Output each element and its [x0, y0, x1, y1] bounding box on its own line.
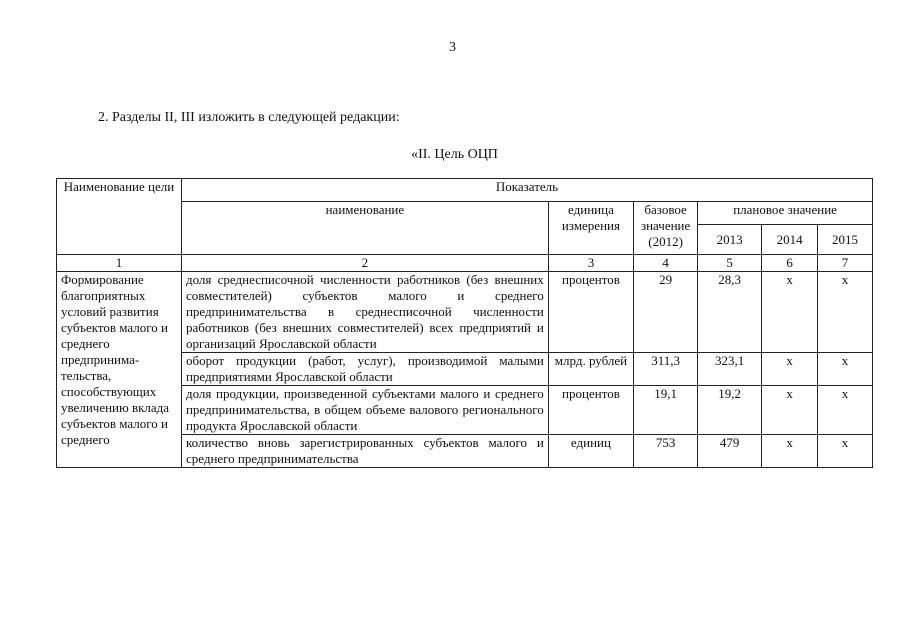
- column-number: 5: [698, 255, 762, 272]
- indicator-2014: х: [762, 386, 818, 435]
- indicator-2015: х: [818, 353, 873, 386]
- header-year-2013: 2013: [698, 225, 762, 255]
- section-title: «II. Цель ОЦП: [411, 147, 498, 162]
- indicator-2014: х: [762, 353, 818, 386]
- indicator-name: оборот продукции (работ, услуг), производимой малыми предприятиями Ярославской области: [181, 353, 548, 386]
- indicator-unit: процентов: [548, 386, 633, 435]
- indicator-2013: 19,2: [698, 386, 762, 435]
- header-unit: единица измерения: [548, 202, 633, 255]
- column-number: 4: [634, 255, 698, 272]
- column-number: 6: [762, 255, 818, 272]
- header-goal-name: Наименование цели: [57, 179, 182, 255]
- indicator-2013: 323,1: [698, 353, 762, 386]
- header-name: наименование: [181, 202, 548, 255]
- goal-name-cell: Формирование благоприятных условий развития субъектов малого и среднего предпринима-тельства, способствующих увеличению вклада субъектов малого и среднего: [57, 272, 182, 468]
- indicator-name: доля продукции, произведенной субъектами малого и среднего предпринимательства, в общем объеме валового регионального продукта Ярославской области: [181, 386, 548, 435]
- header-base-value: базовое значение (2012): [634, 202, 698, 255]
- header-year-2014: 2014: [762, 225, 818, 255]
- indicator-name: количество вновь зарегистрированных субъектов малого и среднего предпринимательства: [181, 435, 548, 468]
- indicator-2015: х: [818, 272, 873, 353]
- header-planned-value: плановое значение: [698, 202, 873, 225]
- indicator-2015: х: [818, 435, 873, 468]
- indicator-unit: единиц: [548, 435, 633, 468]
- header-indicator: Показатель: [181, 179, 872, 202]
- indicator-2014: х: [762, 435, 818, 468]
- column-numbers-row: [57, 255, 873, 272]
- indicator-name: доля среднесписочной численности работников (без внешних совместителей) субъектов малого и среднего предпринимательства в среднесписочной численности работников (без внешних совместителей) всех предприятий и организаций Ярославской области: [181, 272, 548, 353]
- indicator-unit: млрд. рублей: [548, 353, 633, 386]
- table-row: [57, 272, 873, 353]
- column-number: 1: [57, 255, 182, 272]
- header-year-2015: 2015: [818, 225, 873, 255]
- goal-indicators-table: [56, 178, 873, 468]
- indicator-2013: 479: [698, 435, 762, 468]
- column-number: 2: [181, 255, 548, 272]
- column-number: 3: [548, 255, 633, 272]
- indicator-unit: процентов: [548, 272, 633, 353]
- indicator-2014: х: [762, 272, 818, 353]
- intro-text: 2. Разделы II, III изложить в следующей редакции:: [98, 110, 400, 125]
- indicator-2015: х: [818, 386, 873, 435]
- indicator-2013: 28,3: [698, 272, 762, 353]
- indicator-base: 311,3: [634, 353, 698, 386]
- indicator-base: 19,1: [634, 386, 698, 435]
- indicator-base: 29: [634, 272, 698, 353]
- page-number: 3: [449, 40, 456, 55]
- indicator-base: 753: [634, 435, 698, 468]
- column-number: 7: [818, 255, 873, 272]
